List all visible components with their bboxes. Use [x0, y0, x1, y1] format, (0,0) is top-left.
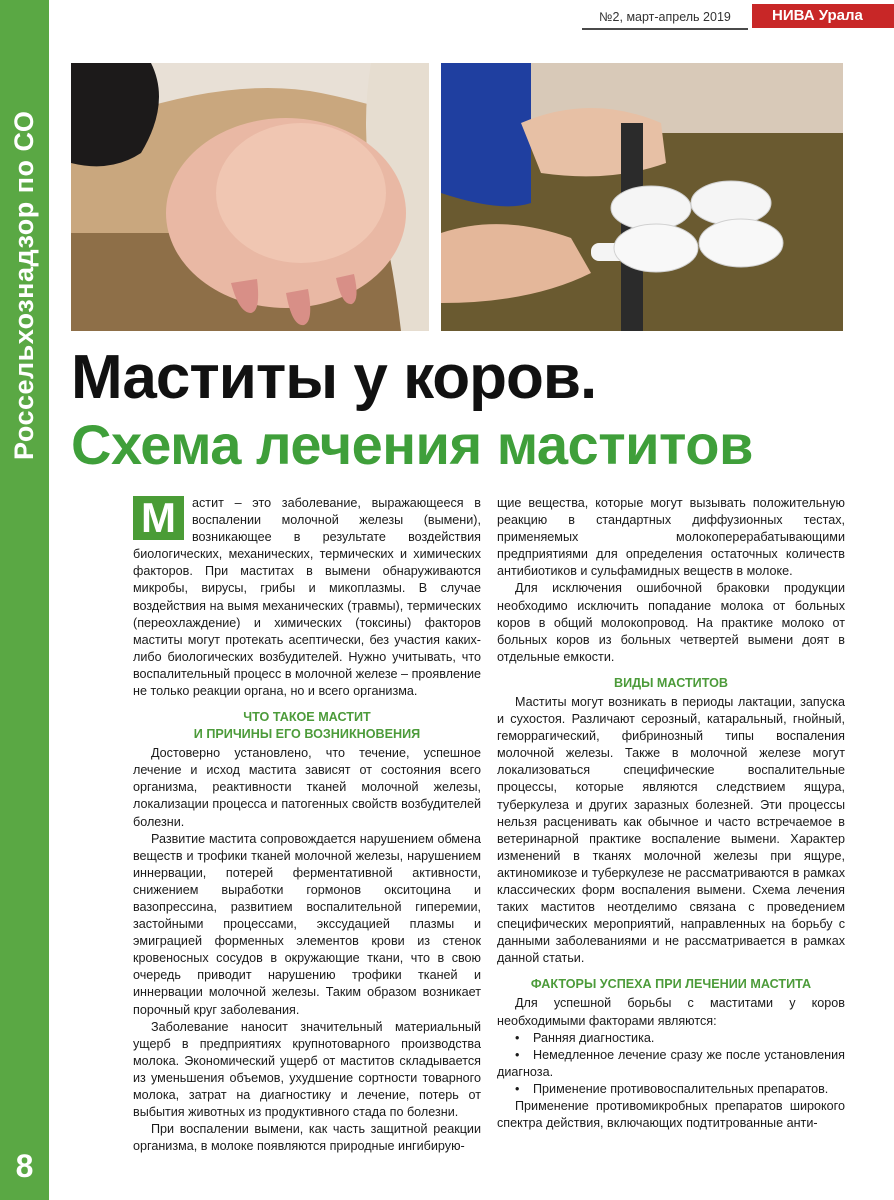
article-column-left [133, 495, 481, 1155]
success-factors-list [497, 1030, 845, 1098]
body-paragraph: Применение противомикробных препаратов широкого спектра действия, включающих подтитрованные анти- [497, 1099, 845, 1131]
page-number: 8 [15, 1148, 34, 1184]
body-paragraph: Для исключения ошибочной браковки продукции необходимо исключить попадание молока от больных коров в общий молокопровод. На практике молоко от больных коров из больных четвертей вымени доят в отдельные емкости. [497, 581, 845, 664]
body-paragraph: Заболевание наносит значительный материальный ущерб в предприятиях крупнотоварного производства молока. Экономический ущерб от маститов складывается из уменьшения объемов, ухудшение сортности товарного молока, затрат на диагностику и лечение, потерь от выбытия животных из продуктивного стада по болезни. [133, 1019, 481, 1120]
body-paragraph: щие вещества, которые могут вызывать положительную реакцию в стандартных диффузионных тестах, применяемых молокоперерабатывающими предприятиями для определения остаточных количеств антибиотиков и сульфамидных веществ в молоке. [497, 496, 845, 579]
magazine-brand: НИВА Урала [752, 4, 894, 28]
body-paragraph: Для успешной борьбы с маститами у коров необходимыми факторами являются: [497, 996, 845, 1028]
drop-cap: М [133, 496, 184, 540]
cmt-paddle-illustration [441, 63, 843, 331]
body-paragraph: Маститы могут возникать в периоды лактации, запуска и сухостоя. Различают серозный, катаральный, гнойный, геморрагический, фибринозный типы воспаления молочной железы. Также в молочной железе могут локализоваться специфические воспалительные процессы, которые являются следствием ящура, туберкулеза и других заразных болезней. Эти процессы нельзя расценивать как обычное и часто встречаемое в ветеринарной практике воспаление вымени. Характер изменений в тканях молочной железы при ящуре, актиномикозе и туберкулезе не рассматриваются в рамках классических форм воспаления вымени. Схема лечения таких маститов неотделимо связана с проведением специфических мероприятий, направленных на борьбу с данными заболеваниями и не рассматривается в рамках данной статьи. [497, 694, 845, 966]
body-paragraph: Развитие мастита сопровождается нарушением обмена веществ и трофики тканей молочной железы, нарушением иннервации, потерей ферментативной активности, снижением выработки гормонов окситоцина и вазопрессина, развитием воспалительной гиперемии, застойными процессами, экссудацией плазмы и эмиграцией форменных элементов крови из стенок кровеносных сосудов в окружающие ткани, что в свою очередь приводит нарушению трофики тканей и иннервации молочной железы. Таким образом возникает порочный круг заболевания. [133, 831, 481, 1017]
section-heading-types: ВИДЫ МАСТИТОВ [613, 675, 728, 690]
list-item: • Ранняя диагностика. [515, 1030, 655, 1045]
udder-photo [71, 63, 429, 331]
section-heading-what-is-mastitis: ЧТО ТАКОЕ МАСТИТ И ПРИЧИНЫ ЕГО ВОЗНИКНОВЕНИЯ [193, 710, 421, 742]
section-title: Россельхознадзор по СО [9, 110, 39, 460]
article-column-right [497, 495, 845, 1132]
list-item: • Применение противовоспалительных препаратов. [515, 1081, 829, 1096]
body-paragraph: Достоверно установлено, что течение, успешное лечение и исход мастита зависят от состояния всего организма, реактивности тканей молочной железы, локализации процесса и патогенных свойств возбудителей болезни. [133, 746, 481, 829]
udder-illustration [71, 63, 429, 331]
milking-test-photo [441, 63, 843, 331]
section-heading-success-factors: ФАКТОРЫ УСПЕХА ПРИ ЛЕЧЕНИИ МАСТИТА [530, 977, 812, 992]
article-subtitle: Схема лечения маститов [71, 413, 753, 476]
sidebar-band [0, 0, 49, 1200]
body-paragraph: При воспалении вымени, как часть защитной реакции организма, в молоке появляются природные ингибирую- [133, 1122, 481, 1154]
intro-paragraph: М астит – это заболевание, выражающееся в воспалении молочной железы (вымени), возникающее в результате воздействия биологических, механических, термических и химических факторов. При маститах в вымени обнаруживаются микробы, вирусы, грибы и микоплазмы. В случае воздействия на вымя механических (травмы), термических (переохлаждение) и химических (токсины) факторов маститы могут протекать асептически, без участия каких-либо биологических возбудителей. Нужно учитывать, что воспалительный процесс в молочной железе – проявление не только реакции органа, но и всего организма. [133, 494, 481, 699]
article-title: Маститы у коров. [71, 343, 597, 412]
issue-info: №2, март-апрель 2019 [582, 6, 748, 30]
list-item: • Немедленное лечение сразу же после установления диагноза. [497, 1047, 845, 1079]
